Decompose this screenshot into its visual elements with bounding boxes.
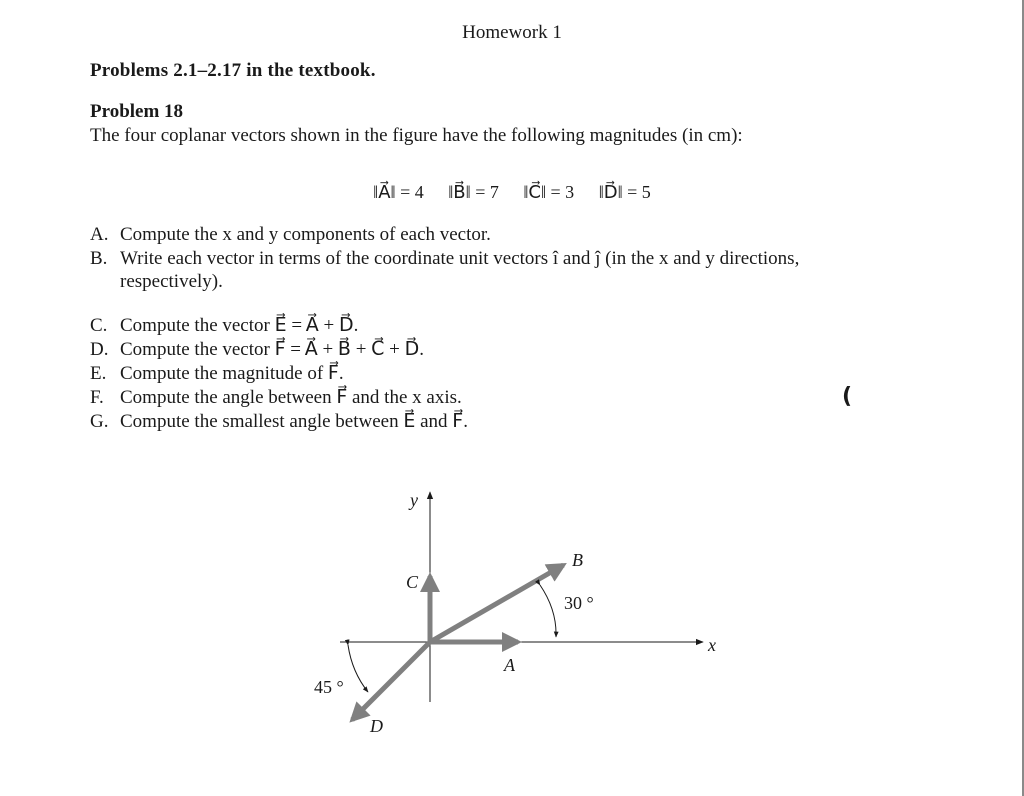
angle-d-label: 45 °	[314, 677, 344, 697]
magnitude-d: ‖D⃗‖ = 5	[598, 182, 651, 202]
vector-d-label: D⃗	[370, 716, 397, 736]
task-text: Compute the smallest angle between E⃗ and F⃗.	[120, 411, 468, 432]
task-text: Compute the x and y components of each vector.	[120, 224, 491, 245]
y-axis-label: y	[410, 490, 418, 510]
task-label: A.	[90, 224, 109, 245]
angle-b-arc	[540, 585, 556, 637]
task-label: B.	[90, 248, 108, 269]
vector-b	[430, 565, 563, 642]
task-b-continuation: respectively).	[120, 271, 223, 292]
task-label: D.	[90, 339, 109, 360]
angle-b-label: 30 °	[564, 593, 594, 613]
vector-c-label: C⃗	[406, 572, 433, 592]
task-label: G.	[90, 411, 109, 432]
task-text: Compute the angle between F⃗ and the x axis.	[120, 387, 462, 408]
task-label: C.	[90, 315, 108, 336]
task-label: F.	[90, 387, 104, 408]
angle-d-arc	[348, 645, 368, 692]
stray-mark: (	[842, 384, 853, 409]
task-text: Compute the vector F⃗ = A⃗ + B⃗ + C⃗ + D⃗.	[120, 339, 425, 360]
task-text: Write each vector in terms of the coordinate unit vectors î and ĵ (in the x and y directions,	[120, 248, 800, 269]
vector-d	[352, 642, 430, 720]
problem-18-heading: Problem 18	[90, 101, 184, 122]
task-text: Compute the vector E⃗ = A⃗ + D⃗.	[120, 315, 359, 336]
task-text: Compute the magnitude of F⃗.	[120, 363, 344, 384]
problem-intro: The four coplanar vectors shown in the figure have the following magnitudes (in cm):	[90, 125, 743, 146]
magnitude-b: ‖B⃗‖ = 7	[448, 182, 499, 202]
task-label: E.	[90, 363, 107, 384]
vector-a-label: A⃗	[504, 655, 529, 675]
problems-heading: Problems 2.1–2.17 in the textbook.	[90, 60, 376, 81]
page-header: Homework 1	[462, 22, 562, 43]
x-axis-label: x	[708, 635, 716, 655]
vector-b-label: B⃗	[572, 550, 597, 570]
magnitude-c: ‖C⃗‖ = 3	[523, 182, 575, 202]
magnitude-a: ‖A⃗‖ = 4	[373, 182, 424, 202]
